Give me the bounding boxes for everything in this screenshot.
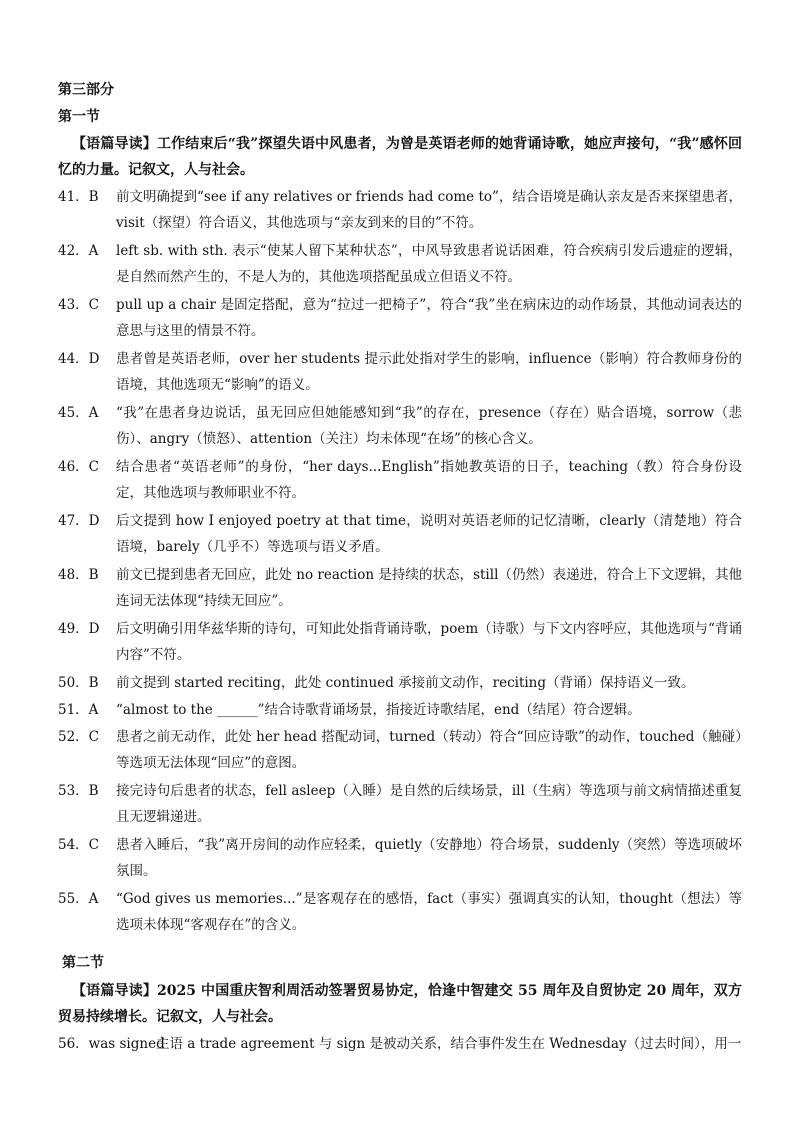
answer-number: 52．C xyxy=(58,729,100,745)
answer-item xyxy=(58,616,742,668)
answer-item xyxy=(58,670,742,696)
answer-item xyxy=(58,724,742,776)
section2-title: 第二节 xyxy=(62,955,104,971)
answer-explanation: “God gives us memories...”是客观存在的感悟，fact（事实）强调真实的认知，thought（想法）等选项未体现“客观存在”的含义。 xyxy=(116,891,742,933)
answer-explanation: 结合患者“英语老师”的身份，“her days...English”指她教英语的日子，teaching（教）符合身份设定，其他选项与教师职业不符。 xyxy=(116,459,742,501)
answer-number: 42．A xyxy=(58,243,99,259)
answer-number: 46．C xyxy=(58,459,100,475)
answer-number: 45．A xyxy=(58,405,99,421)
answer-explanation: 后文明确引用华兹华斯的诗句，可知此处指背诵诗歌，poem（诗歌）与下文内容呼应，其他选项与“背诵内容”不符。 xyxy=(116,621,742,663)
answer-explanation: 患者之前无动作，此处 her head 搭配动词，turned（转动）符合“回应诗歌”的动作，touched（触碰）等选项无法体现“回应”的意图。 xyxy=(116,729,742,771)
answer-item xyxy=(58,346,742,398)
answer-explanation: 前文已提到患者无回应，此处 no reaction 是持续的状态，still（仍然）表递进，符合上下文逻辑，其他连词无法体现“持续无回应”。 xyxy=(116,567,742,609)
answer-number: 48．B xyxy=(58,567,99,583)
answer-number: 43．C xyxy=(58,297,100,313)
section1-intro: 【语篇导读】工作结束后“我”探望失语中风患者，为曾是英语老师的她背诵诗歌，她应声接句，“我”感怀回忆的力量。记叙文，人与社会。 xyxy=(58,136,742,178)
answer-explanation: “我”在患者身边说话，虽无回应但她能感知到“我”的存在，presence（存在）贴合语境，sorrow（悲伤）、angry（愤怒）、attention（关注）均未体现“在场”的核心含义。 xyxy=(116,405,742,447)
answer-number: 55．A xyxy=(58,891,99,907)
part-title: 第三部分 xyxy=(58,82,114,98)
answer-item xyxy=(58,886,742,938)
answer-item xyxy=(58,454,742,506)
answer-item xyxy=(58,697,742,723)
answer-item xyxy=(58,508,742,560)
answer-explanation: 后文提到 how I enjoyed poetry at that time，说明对英语老师的记忆清晰，clearly（清楚地）符合语境，barely（几乎不）等选项与语义矛盾。 xyxy=(116,513,742,555)
answer-item xyxy=(58,400,742,452)
answer-explanation: left sb. with sth. 表示“使某人留下某种状态”，中风导致患者说话困难，符合疾病引发后遗症的逻辑，是自然而然产生的，不是人为的，其他选项搭配虽成立但语义不符。 xyxy=(116,243,742,285)
answer-explanation: 前文提到 started reciting，此处 continued 承接前文动作，reciting（背诵）保持语义一致。 xyxy=(116,675,695,691)
answer-explanation: “almost to the ______”结合诗歌背诵场景，指接近诗歌结尾，end（结尾）符合逻辑。 xyxy=(116,702,641,718)
answer-item xyxy=(58,778,742,830)
answer-item xyxy=(58,184,742,236)
answer-item xyxy=(58,562,742,614)
answer-number: 47．D xyxy=(58,513,100,529)
answer-explanation: 患者曾是英语老师，over her students 提示此处指对学生的影响，influence（影响）符合教师身份的语境，其他选项无“影响”的语义。 xyxy=(116,351,742,393)
answer-item xyxy=(58,1031,742,1057)
answer-number: 54．C xyxy=(58,837,100,853)
answer-number: 51．A xyxy=(58,702,99,718)
answer-number: 53．B xyxy=(58,783,99,799)
answer-number: 44．D xyxy=(58,351,100,367)
answer-explanation: pull up a chair 是固定搭配，意为“拉过一把椅子”，符合“我”坐在病床边的动作场景，其他动词表达的意思与这里的情景不符。 xyxy=(116,297,742,339)
section2-intro: 【语篇导读】2025 中国重庆智利周活动签署贸易协定，恰逢中智建交 55 周年及自贸协定 20 周年，双方贸易持续增长。记叙文，人与社会。 xyxy=(58,983,742,1025)
answer-explanation: 前文明确提到“see if any relatives or friends had come to”，结合语境是确认亲友是否来探望患者，visit（探望）符合语义，其他选项与“亲友到来的目的”不符。 xyxy=(116,189,742,231)
answer-number: 56．was signed xyxy=(58,1036,165,1052)
answer-number: 50．B xyxy=(58,675,99,691)
answer-number: 49．D xyxy=(58,621,100,637)
answer-number: 41．B xyxy=(58,189,99,205)
answer-explanation: 主语 a trade agreement 与 sign 是被动关系，结合事件发生在 Wednesday（过去时间），用一 xyxy=(156,1036,742,1052)
answer-item xyxy=(58,832,742,884)
section1-title: 第一节 xyxy=(58,109,100,125)
answer-item xyxy=(58,292,742,344)
answer-item xyxy=(58,238,742,290)
answer-explanation: 接完诗句后患者的状态，fell asleep（入睡）是自然的后续场景，ill（生病）等选项与前文病情描述重复且无逻辑递进。 xyxy=(116,783,742,825)
answer-explanation: 患者入睡后，“我”离开房间的动作应轻柔，quietly（安静地）符合场景，suddenly（突然）等选项破坏氛围。 xyxy=(116,837,742,879)
